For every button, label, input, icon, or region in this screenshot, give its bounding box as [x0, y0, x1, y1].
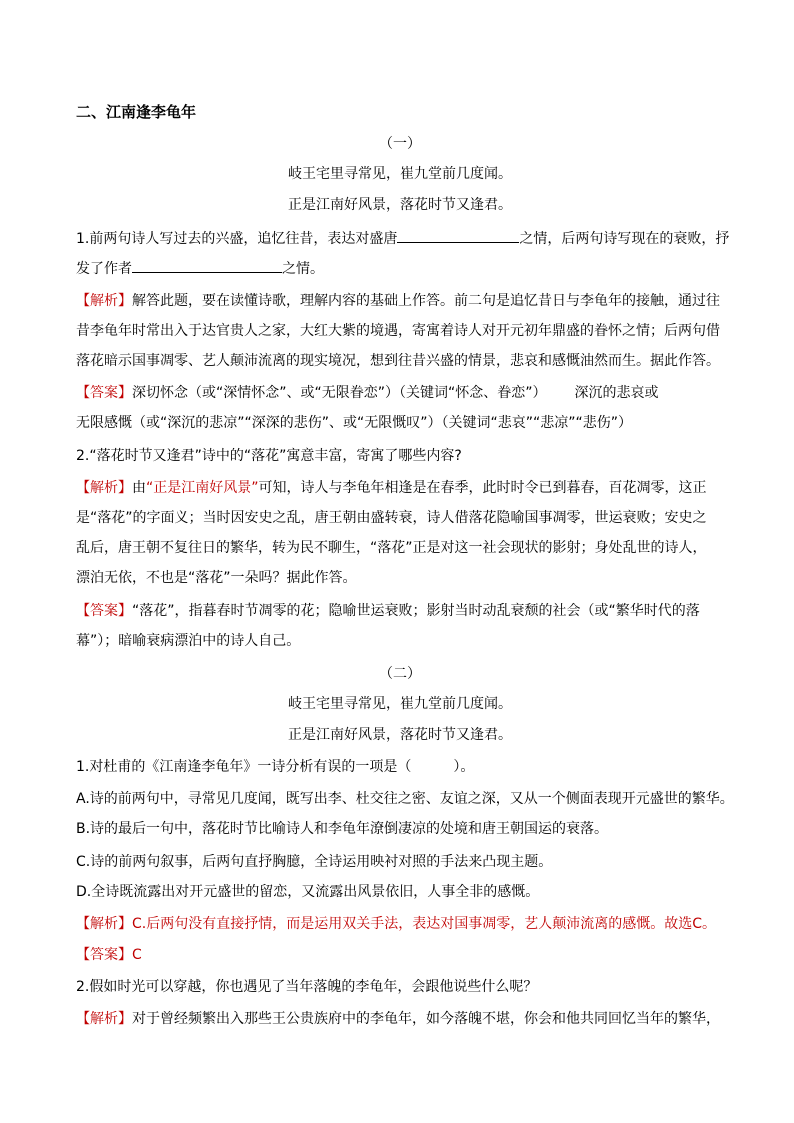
part1-heading: （一）	[379, 136, 421, 152]
option-c: C.诗的前两句叙事，后两句直抒胸臆，全诗运用映衬对照的手法来凸现主题。	[76, 854, 553, 870]
answer-2-line-2: 幕”）；暗喻衰病漂泊中的诗人自己。	[76, 633, 301, 649]
option-a: A.诗的前两句中，寻常见几度闻，既写出李、杜交往之密、友谊之深，又从一个侧面表现开元盛世的繁华。	[76, 791, 734, 807]
analysis-2-line-4: 漂泊无依，不也是“落花”一朵吗？据此作答。	[76, 570, 357, 586]
analysis-1-line-2: 昔李龟年时常出入于达官贵人之家，大红大紫的境遇，寄寓着诗人对开元初年鼎盛的眷怀之情；后两句借	[76, 323, 720, 339]
question-4: 2.假如时光可以穿越，你也遇见了当年落魄的李龟年，会跟他说些什么呢？	[76, 979, 538, 995]
part2-heading: （二）	[379, 666, 421, 682]
answer-blank-2[interactable]	[132, 258, 282, 273]
answer-blank-1[interactable]	[397, 228, 519, 243]
poem-line-1: 岐王宅里寻常见，崔九堂前几度闻。	[288, 696, 512, 712]
analysis-3: 【解析】C.后两句没有直接抒情，而是运用双关手法，表达对国事凋零，艺人颠沛流离的感慨。故选C。	[76, 916, 716, 932]
analysis-4: 【解析】对于曾经频繁出入那些王公贵族府中的李龟年，如今落魄不堪，你会和他共同回忆当年的繁华，	[76, 1011, 720, 1027]
option-d: D.全诗既流露出对开元盛世的留恋，又流露出风景依旧，人事全非的感慨。	[76, 884, 540, 900]
question-1-cont: 发了作者 之情。	[76, 258, 724, 279]
answer-2: 【答案】“落花”，指暮春时节凋零的花；隐喻世运衰败；影射当时动乱衰颓的社会（或“繁华时代的落	[76, 603, 700, 619]
analysis-tag: 【解析】	[76, 480, 132, 496]
analysis-1-line-3: 落花暗示国事凋零、艺人颠沛流离的现实境况，想到往昔兴盛的情景，悲哀和感慨油然而生。据此作答。	[76, 353, 720, 369]
analysis-2-line-2: 是“落花”的字面义；当时因安史之乱，唐王朝由盛转衰，诗人借落花隐喻国事凋零，世运衰败；安史之	[76, 510, 707, 526]
question-2: 2.“落花时节又逢君”诗中的“落花”寓意丰富，寄寓了哪些内容?	[76, 448, 462, 464]
analysis-2-line-3: 乱后，唐王朝不复往日的繁华，转为民不聊生，“落花”正是对这一社会现状的影射；身处乱世的诗人，	[76, 540, 707, 556]
option-b: B.诗的最后一句中，落花时节比喻诗人和李龟年潦倒凄凉的处境和唐王朝国运的衰落。	[76, 821, 609, 837]
answer-tag: 【答案】	[76, 947, 132, 963]
analysis-1: 【解析】解答此题，要在读懂诗歌，理解内容的基础上作答。前二句是追忆昔日与李龟年的接触，通过往	[76, 293, 720, 309]
poem-line-2: 正是江南好风景，落花时节又逢君。	[288, 197, 512, 213]
quoted-line: “正是江南好风景”	[146, 480, 259, 496]
answer-3: 【答案】C	[76, 947, 142, 963]
question-1: 1.前两句诗人写过去的兴盛，追忆往昔，表达对盛唐 之情，后两句诗写现在的衰败，抒	[76, 228, 724, 249]
analysis-tag: 【解析】	[76, 1011, 132, 1027]
answer-1: 【答案】深切怀念（或“深情怀念”、或“无限眷恋”）（关键词“怀念、眷恋”） 深沉的悲哀或	[76, 385, 659, 401]
analysis-tag: 【解析】	[76, 293, 132, 309]
section-title: 二、江南逢李龟年	[76, 103, 197, 121]
answer-tag: 【答案】	[76, 603, 132, 619]
analysis-tag: 【解析】	[76, 916, 132, 932]
analysis-2: 【解析】由“正是江南好风景”可知，诗人与李龟年相逢是在春季，此时时令已到暮春，百花凋零，这正	[76, 480, 707, 496]
answer-1-line-2: 无限感慨（或“深沉的悲凉”“深深的悲伤”、或“无限慨叹”）（关键词“悲哀”“悲凉”“悲伤”）	[76, 415, 633, 431]
question-3: 1.对杜甫的《江南逢李龟年》一诗分析有误的一项是（ ）。	[76, 759, 475, 775]
poem-line-1: 岐王宅里寻常见，崔九堂前几度闻。	[288, 166, 512, 182]
answer-tag: 【答案】	[76, 385, 132, 401]
poem-line-2: 正是江南好风景，落花时节又逢君。	[288, 727, 512, 743]
